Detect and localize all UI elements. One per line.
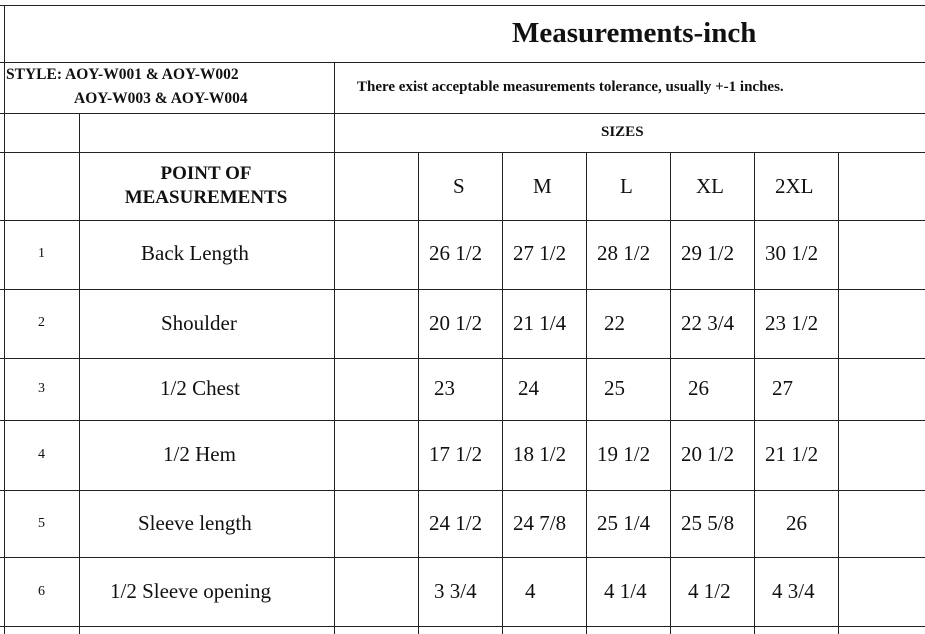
- measurement-label: Sleeve length: [138, 511, 252, 535]
- value-cell: 30 1/2: [765, 241, 819, 265]
- value-cell: 4 1/4: [604, 579, 647, 603]
- value-cell: 24 7/8: [513, 511, 567, 535]
- pom-line-2: MEASUREMENTS: [124, 186, 288, 208]
- sizes-label: SIZES: [601, 124, 644, 140]
- value-cell: 19 1/2: [597, 442, 651, 466]
- sheet-title: Measurements-inch: [512, 17, 757, 49]
- value-cell: 4 3/4: [772, 579, 815, 603]
- size-header: S: [453, 174, 465, 198]
- grid-line: [0, 490, 925, 491]
- grid-line: [0, 289, 925, 290]
- grid-line: [0, 5, 925, 6]
- value-cell: 3 3/4: [434, 579, 477, 603]
- value-cell: 26 1/2: [429, 241, 483, 265]
- measurement-label: Back Length: [141, 241, 249, 265]
- value-cell: 23 1/2: [765, 311, 819, 335]
- value-cell: 22 3/4: [681, 311, 735, 335]
- grid-line: [0, 62, 925, 63]
- row-number: 1: [38, 246, 45, 261]
- grid-line: [586, 152, 587, 634]
- value-cell: 27: [772, 376, 793, 400]
- value-cell: 22: [604, 311, 625, 335]
- size-header: XL: [696, 174, 724, 198]
- grid-line: [0, 557, 925, 558]
- measurement-label: 1/2 Chest: [160, 376, 240, 400]
- pom-header: [80, 162, 332, 210]
- value-cell: 28 1/2: [597, 241, 651, 265]
- grid-line: [0, 113, 925, 114]
- value-cell: 24 1/2: [429, 511, 483, 535]
- grid-line: [838, 152, 839, 634]
- tolerance-note: There exist acceptable measurements tolerance, usually +-1 inches.: [357, 79, 784, 95]
- value-cell: 25 5/8: [681, 511, 735, 535]
- value-cell: 23: [434, 376, 455, 400]
- row-number: 6: [38, 584, 45, 599]
- grid-line: [334, 62, 335, 634]
- size-header: M: [533, 174, 552, 198]
- size-header: L: [620, 174, 633, 198]
- value-cell: 20 1/2: [681, 442, 735, 466]
- grid-line: [502, 152, 503, 634]
- style-line-2: AOY-W003 & AOY-W004: [74, 90, 248, 107]
- measurement-label: Shoulder: [161, 311, 237, 335]
- grid-line: [4, 5, 5, 634]
- value-cell: 20 1/2: [429, 311, 483, 335]
- value-cell: 17 1/2: [429, 442, 483, 466]
- row-number: 4: [38, 447, 45, 462]
- grid-line: [670, 152, 671, 634]
- value-cell: 24: [518, 376, 539, 400]
- grid-line: [0, 626, 925, 627]
- value-cell: 4 1/2: [688, 579, 731, 603]
- row-number: 5: [38, 516, 45, 531]
- row-number: 3: [38, 381, 45, 396]
- grid-line: [754, 152, 755, 634]
- value-cell: 18 1/2: [513, 442, 567, 466]
- measurement-label: 1/2 Sleeve opening: [110, 579, 271, 603]
- value-cell: 26: [688, 376, 709, 400]
- grid-line: [0, 358, 925, 359]
- value-cell: 27 1/2: [513, 241, 567, 265]
- grid-line: [0, 152, 925, 153]
- value-cell: 21 1/2: [765, 442, 819, 466]
- value-cell: 29 1/2: [681, 241, 735, 265]
- value-cell: 26: [786, 511, 807, 535]
- value-cell: 25: [604, 376, 625, 400]
- size-header: 2XL: [775, 174, 814, 198]
- grid-line: [418, 152, 419, 634]
- measurement-label: 1/2 Hem: [163, 442, 236, 466]
- grid-line: [0, 420, 925, 421]
- grid-line: [0, 220, 925, 221]
- value-cell: 25 1/4: [597, 511, 651, 535]
- value-cell: 4: [525, 579, 536, 603]
- style-line-1: STYLE: AOY-W001 & AOY-W002: [6, 66, 239, 83]
- pom-line-1: POINT OF: [160, 163, 252, 184]
- row-number: 2: [38, 315, 45, 330]
- value-cell: 21 1/4: [513, 311, 567, 335]
